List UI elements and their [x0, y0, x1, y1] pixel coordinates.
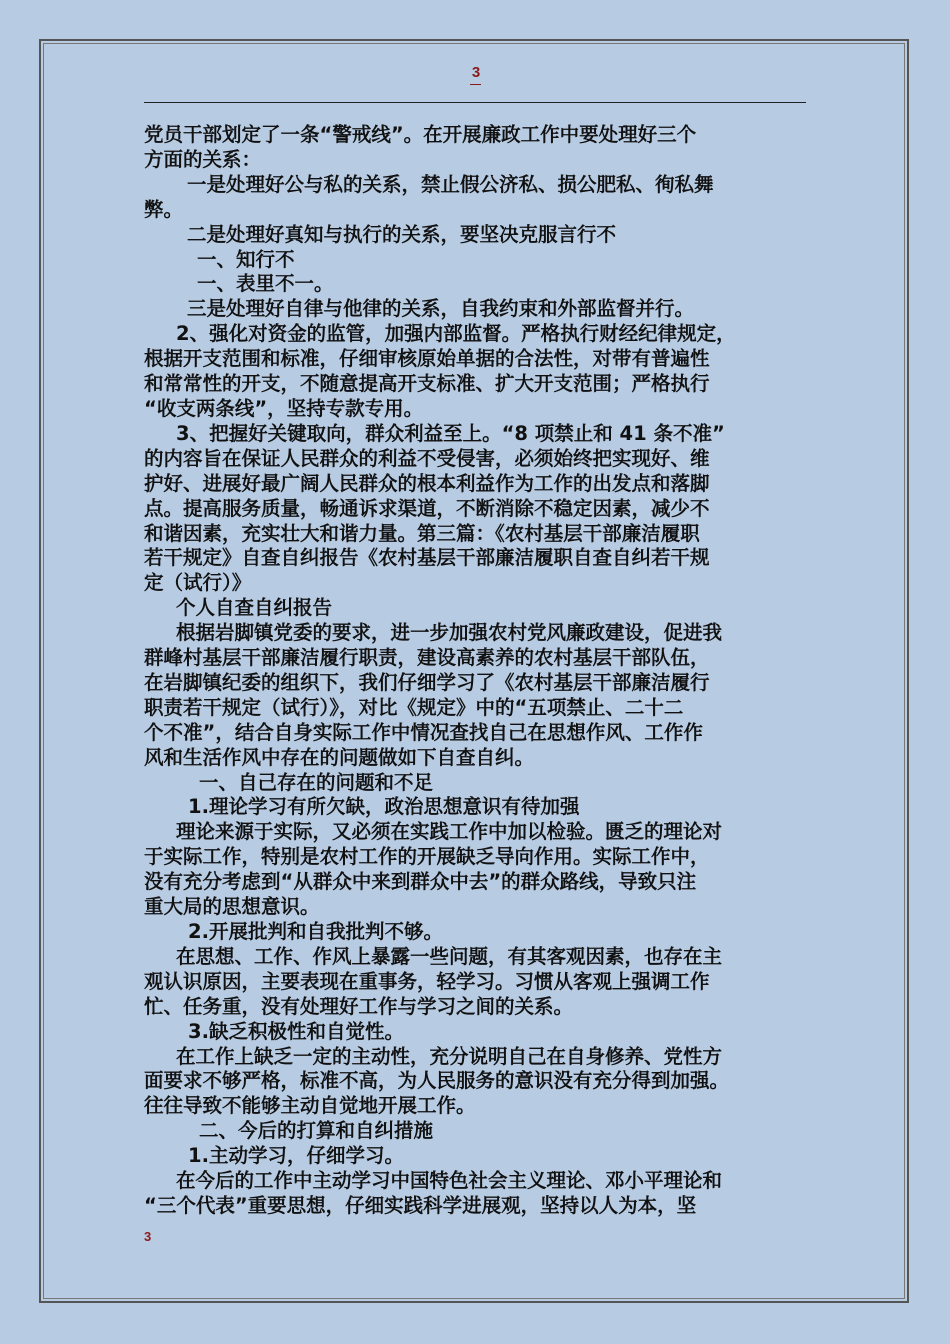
text-line: 没有充分考虑到“从群众中来到群众中去”的群众路线，导致只注 — [144, 870, 697, 894]
text-line: 二、今后的打算和自纠措施 — [199, 1119, 434, 1143]
text-line: 往往导致不能够主动自觉地开展工作。 — [144, 1094, 476, 1118]
document-body — [144, 123, 824, 1219]
text-line: “收支两条线”，坚持专款专用。 — [144, 396, 424, 420]
text-line: 面要求不够严格，标准不高，为人民服务的意识没有充分得到加强。 — [144, 1069, 730, 1093]
text-line: 重大局的思想意识。 — [144, 895, 320, 919]
text-line: 1.理论学习有所欠缺，政治思想意识有待加强 — [188, 795, 580, 819]
header-page-number-underline — [470, 84, 481, 85]
text-line: 根据岩脚镇党委的要求，进一步加强农村党风廉政建设，促进我 — [176, 621, 723, 645]
text-line: 根据开支范围和标准，仔细审核原始单据的合法性，对带有普遍性 — [144, 347, 710, 371]
footer-page-number: 3 — [144, 1229, 152, 1244]
text-line: 方面的关系： — [144, 147, 262, 171]
text-line: 1.主动学习，仔细学习。 — [188, 1144, 404, 1168]
text-line: 三是处理好自律与他律的关系，自我约束和外部监督并行。 — [187, 297, 695, 321]
text-line: 个不准”，结合自身实际工作中情况查找自己在思想作风、工作作 — [144, 720, 703, 744]
text-line: 一、知行不 — [197, 247, 295, 271]
text-line: 和谐因素，充实壮大和谐力量。第三篇：《农村基层干部廉洁履职 — [144, 521, 700, 545]
text-line: 个人自查自纠报告 — [176, 596, 333, 620]
text-line: 和常常性的开支，不随意提高开支标准、扩大开支范围；严格执行 — [144, 372, 710, 396]
text-line: 若干规定》自查自纠报告《农村基层干部廉洁履职自查自纠若干规 — [144, 546, 710, 570]
text-line: 一是处理好公与私的关系，禁止假公济私、损公肥私、徇私舞 — [187, 172, 714, 196]
text-line: 在工作上缺乏一定的主动性，充分说明自己在自身修养、党性方 — [176, 1044, 723, 1068]
header-page-number: 3 — [471, 64, 481, 81]
text-line: “三个代表”重要思想，仔细实践科学进展观，坚持以人为本，坚 — [144, 1193, 697, 1217]
text-line: 群峰村基层干部廉洁履行职责，建设高素养的农村基层干部队伍， — [144, 646, 710, 670]
text-line: 二是处理好真知与执行的关系，要坚决克服言行不 — [187, 222, 617, 246]
text-line: 忙、任务重，没有处理好工作与学习之间的关系。 — [144, 994, 574, 1018]
text-line: 点。提高服务质量，畅通诉求渠道，不断消除不稳定因素，减少不 — [144, 496, 710, 520]
text-line: 2.开展批判和自我批判不够。 — [188, 920, 443, 943]
text-line: 3.缺乏积极性和自觉性。 — [188, 1019, 404, 1043]
text-line: 一、自己存在的问题和不足 — [199, 770, 434, 794]
header-rule — [144, 102, 806, 103]
text-line: 在岩脚镇纪委的组织下，我们仔细学习了《农村基层干部廉洁履行 — [144, 670, 710, 694]
text-line: 党员干部划定了一条“警戒线”。在开展廉政工作中要处理好三个 — [144, 123, 697, 146]
text-line: 3、把握好关键取向，群众利益至上。“8 项禁止和 41 条不准” — [176, 421, 725, 445]
text-line: 2、强化对资金的监管，加强内部监督。严格执行财经纪律规定， — [176, 322, 736, 346]
text-line: 的内容旨在保证人民群众的利益不受侵害，必须始终把实现好、维 — [144, 446, 710, 470]
text-line: 职责若干规定（试行）》，对比《规定》中的“五项禁止、二十二 — [144, 695, 684, 719]
text-line: 护好、进展好最广阔人民群众的根本利益作为工作的出发点和落脚 — [144, 471, 710, 495]
text-line: 在思想、工作、作风上暴露一些问题，有其客观因素，也存在主 — [176, 944, 723, 968]
text-line: 观认识原因，主要表现在重事务，轻学习。习惯从客观上强调工作 — [144, 969, 710, 993]
text-line: 在今后的工作中主动学习中国特色社会主义理论、邓小平理论和 — [176, 1169, 723, 1193]
text-line: 弊。 — [144, 197, 184, 221]
text-line: 一、表里不一。 — [197, 272, 334, 296]
text-line: 理论来源于实际，又必须在实践工作中加以检验。匮乏的理论对 — [176, 820, 723, 844]
text-line: 于实际工作，特别是农村工作的开展缺乏导向作用。实际工作中， — [144, 845, 710, 869]
text-line: 风和生活作风中存在的问题做如下自查自纠。 — [144, 745, 535, 769]
text-line: 定（试行）》 — [144, 571, 252, 595]
